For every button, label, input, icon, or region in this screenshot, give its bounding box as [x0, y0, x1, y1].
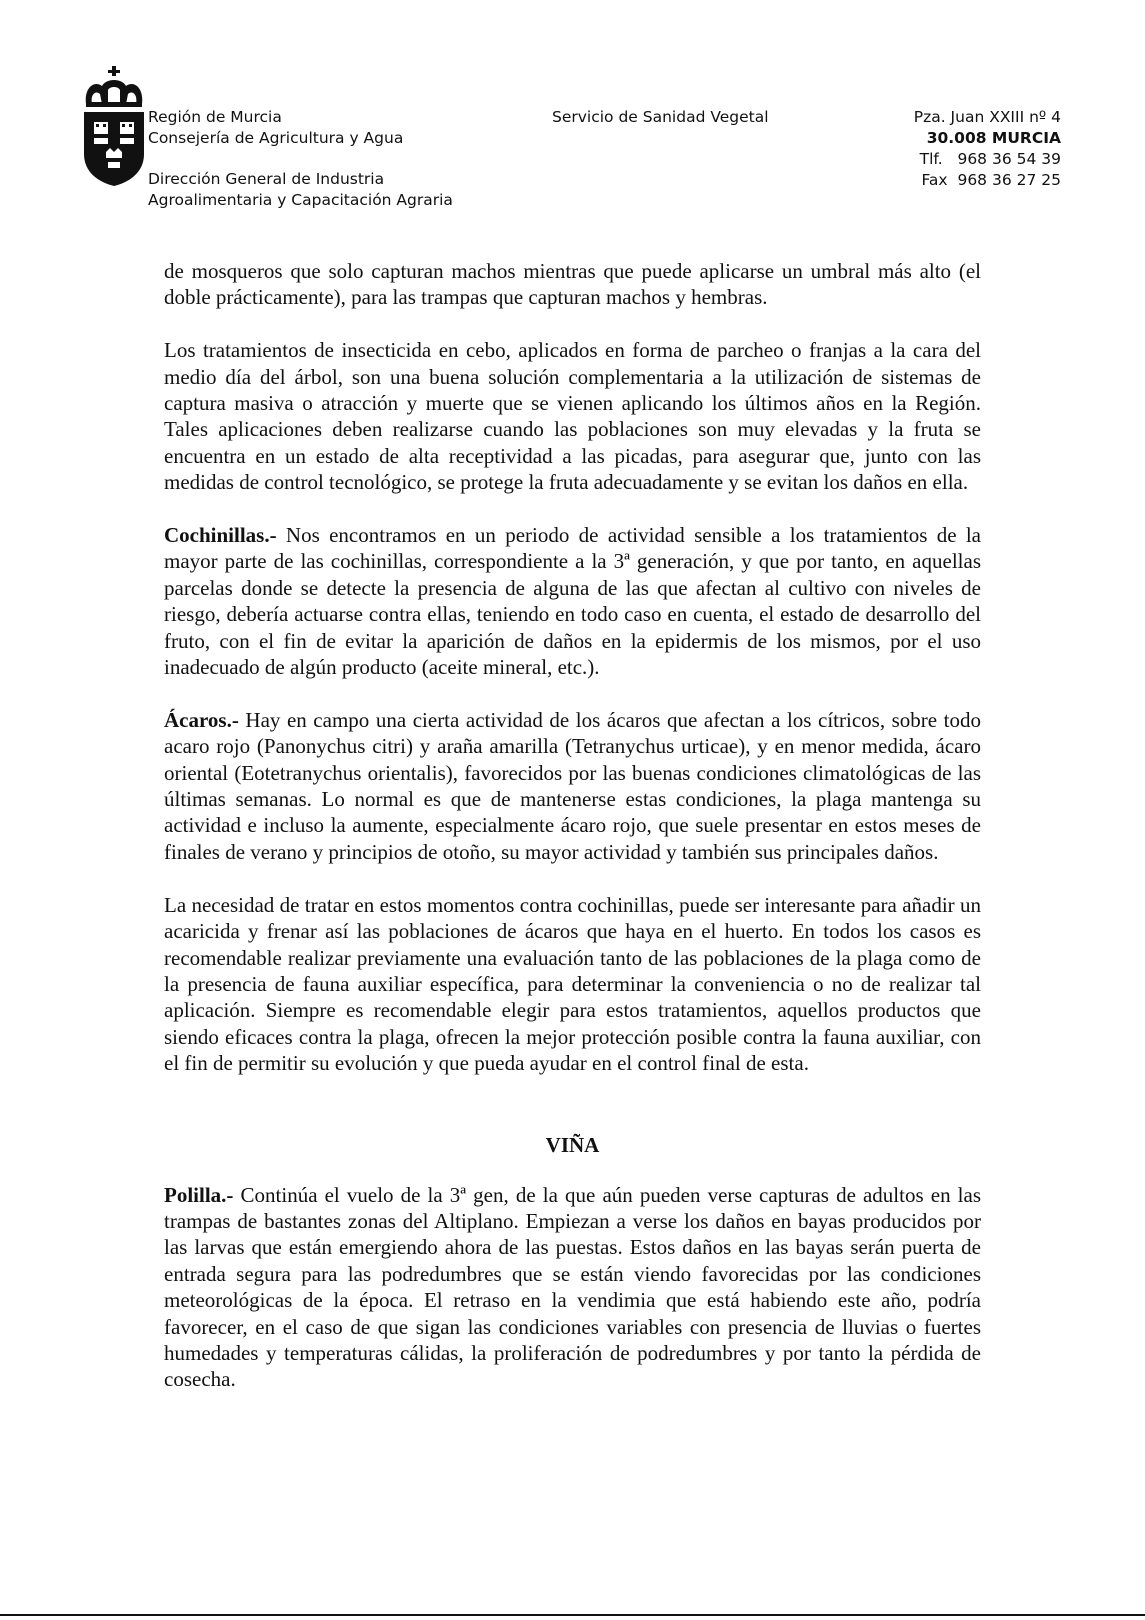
address-block [914, 107, 1061, 191]
address-fax: Fax 968 36 27 25 [921, 171, 1061, 189]
organization-block [148, 107, 453, 211]
page-bottom-rule [0, 1614, 1145, 1616]
heading-polilla: Polilla.- [164, 1182, 234, 1207]
paragraph-mosqueros: de mosqueros que solo capturan machos mientras que puede aplicarse un umbral más alto (el doble prácticamente), para las trampas que capturan machos y hembras. [164, 259, 981, 310]
paragraph-tratamientos: Los tratamientos de insecticida en cebo, aplicados en forma de parcheo o franjas a la cara del medio día del árbol, son una buena solución complementaria a la utilización de sistemas de captura masiva o atracción y muerte que se vienen aplicando los últimos años en la Región. Tales aplicaciones deben realizarse cuando las poblaciones son muy elevadas y la fruta se encuentra en un estado de alta receptividad a las picadas, para asegurar que, junto con las medidas de control tecnológico, se protege la fruta adecuadamente y se evitan los daños en ella. [164, 338, 981, 495]
org-line-consejeria: Consejería de Agricultura y Agua [148, 129, 404, 147]
paragraph-polilla [164, 1182, 981, 1393]
paragraph-acaros [164, 707, 981, 865]
heading-cochinillas: Cochinillas.- [164, 523, 277, 548]
paragraph-cochinillas [164, 522, 981, 680]
address-street: Pza. Juan XXIII nº 4 [913, 108, 1061, 126]
org-line-direccion: Dirección General de Industria [148, 170, 385, 188]
section-title-vina: VIÑA [545, 1132, 600, 1157]
org-line-region: Región de Murcia [148, 108, 282, 126]
address-phone: Tlf. 968 36 54 39 [919, 150, 1061, 168]
paragraph-necesidad: La necesidad de tratar en estos momentos contra cochinillas, puede ser interesante para añadir un acaricida y frenar así las poblaciones de ácaros que haya en el huerto. En todos los casos es recomendable realizar previamente una evaluación tanto de las poblaciones de la plaga como de la presencia de fauna auxiliar específica, para determinar la conveniencia o no de realizar tal aplicación. Siempre es recomendable elegir para estos tratamientos, aquellos productos que siendo eficaces contra la plaga, ofrecen la mejor protección posible contra la fauna auxiliar, con el fin de permitir su evolución y que pueda ayudar en el control final de esta. [164, 892, 981, 1076]
document-body [164, 258, 981, 1419]
coat-of-arms-icon [82, 66, 146, 188]
text-cochinillas: Nos encontramos en un periodo de actividad sensible a los tratamientos de la mayor parte de las cochinillas, correspondiente a la 3ª generación, y que por tanto, en aquellas parcelas donde se detecte la presencia de alguna de las que afectan al cultivo con niveles de riesgo, debería actuarse contra ellas, teniendo en todo caso en cuenta, el estado de desarrollo del fruto, con el fin de evitar la aparición de daños en la epidermis de los mismos, por el uso inadecuado de algún producto (aceite mineral, etc.). [164, 523, 981, 680]
text-acaros: Hay en campo una cierta actividad de los ácaros que afectan a los cítricos, sobre todo acaro rojo (Panonychus citri) y araña amarilla (Tetranychus urticae), y en menor medida, ácaro oriental (Eotetranychus orientalis), favorecidos por las buenas condiciones climatológicas de las últimas semanas. Lo normal es que de mantenerse estas condiciones, la plaga mantenga su actividad e incluso la aumente, especialmente ácaro rojo, que suele presentar en estos meses de finales de verano y principios de otoño, su mayor actividad y también sus principales daños. [164, 707, 981, 864]
address-city: 30.008 MURCIA [926, 129, 1061, 147]
text-polilla: Continúa el vuelo de la 3ª gen, de la que aún pueden verse capturas de adultos en las trampas de bastantes zonas del Altiplano. Empiezan a verse los daños en bayas producidos por las larvas que están emergiendo ahora de las puestas. Estos daños en las bayas serán puerta de entrada segura para las podredumbres que se están viendo favorecidas por las condiciones meteorológicas de la época. El retraso en la vendimia que está habiendo este año, podría favorecer, en el caso de que sigan las condiciones variables con presencia de lluvias o fuertes humedades y temperaturas cálidas, la proliferación de podredumbres y por tanto la pérdida de cosecha. [164, 1182, 981, 1392]
service-name: Servicio de Sanidad Vegetal [552, 108, 769, 126]
org-line-agroalimentaria: Agroalimentaria y Capacitación Agraria [148, 191, 453, 209]
heading-acaros: Ácaros.- [164, 707, 239, 732]
